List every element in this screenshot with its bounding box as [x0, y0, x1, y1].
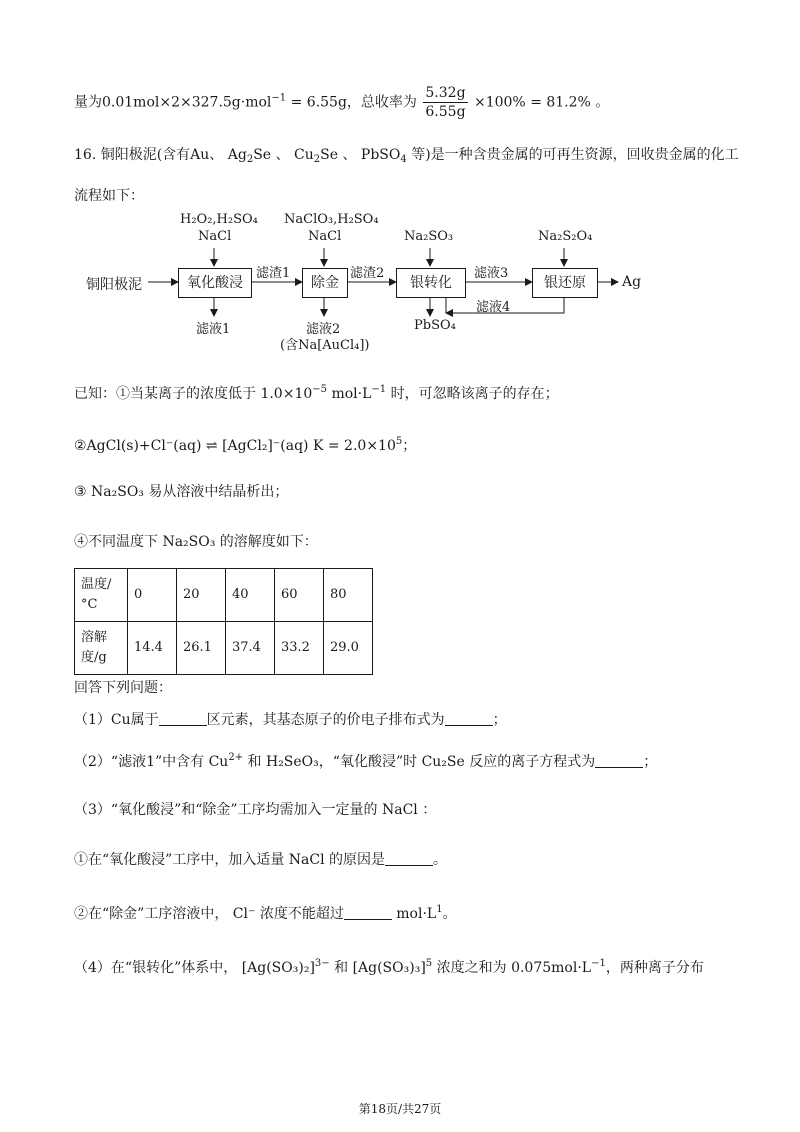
fraction-denominator: 6.55g [425, 104, 466, 120]
arrow-label-residue-1: 滤渣1 [256, 266, 291, 281]
step-silver-reduction: 银还原 [532, 268, 598, 298]
table-row [75, 569, 373, 622]
known-2-equation: ②AgCl(s)+Cl⁻(aq) ⇌ [AgCl₂]⁻(aq) K = 2.0×10 [74, 438, 396, 454]
answer-blank [344, 905, 392, 920]
separator-2: 、 [342, 147, 357, 163]
question-4 [74, 954, 704, 978]
table-cell: 0 [128, 569, 177, 622]
solubility-table [74, 568, 373, 675]
reagent-1-line1: H₂O₂,H₂SO₄ [180, 212, 258, 227]
answer-blank [385, 851, 433, 866]
table-cell: 40 [226, 569, 275, 622]
q4-value: 0.075mol·L [511, 960, 592, 976]
known-1 [74, 380, 559, 404]
q2-cu-charge: 2+ [228, 752, 244, 763]
q3-2-text-b: 浓度不能超过 [259, 906, 344, 922]
step-oxidative-leach: 氧化酸浸 [178, 268, 252, 298]
table-row [75, 622, 373, 675]
reagent-4: Na₂S₂O₄ [538, 229, 593, 244]
pbso4-sub: 4 [400, 154, 407, 165]
table-cell: 溶解度/g [75, 622, 128, 675]
ag2se-tail: Se [253, 147, 272, 163]
known-3-num: ③ [74, 484, 87, 500]
question-2 [74, 748, 657, 772]
separator: 、 [275, 147, 290, 163]
reagent-2-line2: NaCl [308, 229, 342, 244]
q3-nacl: NaCl [382, 802, 418, 818]
cu2se-tail: Se [320, 147, 339, 163]
known-2-exp: 5 [395, 436, 403, 447]
yield-mid: = 6.55g，总收率为 [290, 94, 417, 111]
q4-and: 和 [334, 960, 349, 976]
known-1-value: 1.0×10 [260, 386, 313, 402]
table-cell: 14.4 [128, 622, 177, 675]
known-1-exp: −5 [312, 384, 328, 395]
q3-2-unit-exp: 1 [436, 904, 443, 915]
fraction-numerator: 5.32g [425, 85, 466, 101]
flow-start: 铜阳极泥 [86, 277, 142, 293]
question-3-1 [74, 850, 447, 870]
output-filtrate-1: 滤液1 [196, 322, 231, 337]
arrow-label-filtrate-4: 滤液4 [476, 300, 511, 315]
yield-prefix: 量为0.01mol×2×327.5g·mol [74, 94, 272, 111]
known-4-text: ④不同温度下 [74, 534, 158, 550]
flow-arrows [0, 0, 800, 360]
table-cell: 温度/°C [75, 569, 128, 622]
question-3-2 [74, 900, 457, 924]
q2-h2seo3: H₂SeO₃ [265, 754, 319, 770]
known-3-formula: Na₂SO₃ [91, 484, 144, 500]
q16-rest: 等)是一种含贵金属的可再生资源，回收贵金属的化工 [411, 147, 739, 163]
answer-blank [159, 711, 207, 726]
q16-label: 16. 铜阳极泥(含有Au、 [74, 147, 224, 163]
flow-end: Ag [622, 274, 642, 290]
table-cell: 26.1 [177, 622, 226, 675]
table-cell: 33.2 [275, 622, 324, 675]
q1-end: ； [492, 712, 507, 728]
q3-1-end: 。 [433, 852, 448, 868]
q2-text-b: ，“氧化酸浸”时 [318, 754, 418, 770]
q1-text-b: 区元素，其基态原子的价电子排布式为 [206, 712, 445, 728]
known-3 [74, 482, 288, 502]
yield-exp: −1 [271, 92, 287, 104]
table-cell: 29.0 [324, 622, 373, 675]
q4-ion-2: [Ag(SO₃)₃] [352, 960, 426, 976]
q4-ion-1-charge: 3− [314, 958, 330, 969]
known-1-text: 已知：①当某离子的浓度低于 [74, 386, 256, 402]
answer-blank [445, 711, 493, 726]
q4-text-b: 浓度之和为 [436, 960, 507, 976]
known-1-unit: mol·L [331, 386, 372, 402]
q3-2-unit: mol·L [396, 906, 437, 922]
formula-ag2se: Ag [227, 147, 247, 163]
q3-1-nacl: NaCl [288, 852, 325, 868]
q4-text-a: （4）在“银转化”体系中， [74, 960, 238, 976]
q2-text-c: 反应的离子方程式为 [469, 754, 596, 770]
cu2se-sub: 2 [313, 154, 321, 165]
q2-end: ； [643, 754, 658, 770]
q1-text-a: （1）Cu属于 [74, 712, 159, 728]
q3-1-text-b: 的原因是 [329, 852, 386, 868]
formula-cu2se: Cu [294, 147, 314, 163]
table-cell: 80 [324, 569, 373, 622]
q3-1-text-a: ①在“氧化酸浸”工序中，加入适量 [74, 852, 285, 868]
known-1-tail: 时，可忽略该离子的存在； [390, 386, 559, 402]
known-2-end: ； [402, 438, 417, 454]
q4-ion-1: [Ag(SO₃)₂] [241, 960, 315, 976]
question-16-line2: 流程如下： [74, 188, 144, 204]
step-gold-removal: 除金 [302, 268, 348, 298]
table-cell: 20 [177, 569, 226, 622]
ag2se-sub: 2 [246, 154, 254, 165]
known-3-text: 易从溶液中结晶析出； [148, 484, 289, 500]
step-silver-conversion: 银转化 [396, 268, 466, 298]
output-filtrate-2: 滤液2 [306, 322, 341, 337]
question-1 [74, 710, 507, 730]
q4-ion-2-charge: 5 [425, 958, 433, 969]
yield-end: 。 [595, 94, 610, 111]
reagent-1-line2: NaCl [198, 229, 232, 244]
known-4-formula: Na₂SO₃ [162, 534, 216, 550]
arrow-label-filtrate-3: 滤液3 [474, 266, 509, 281]
q3-2-text-a: ②在“除金”工序溶液中， [74, 906, 229, 922]
known-2 [74, 432, 416, 456]
q2-cu2se: Cu₂Se [421, 754, 465, 770]
answer-blank [595, 753, 643, 768]
q3-end: ： [422, 802, 437, 818]
questions-intro: 回答下列问题： [74, 680, 172, 696]
yield-result: ×100% = 81.2% [473, 94, 591, 111]
q2-and: 和 [247, 754, 262, 770]
arrow-label-residue-2: 滤渣2 [350, 266, 385, 281]
reagent-3: Na₂SO₃ [404, 229, 454, 244]
known-4-tail: 的溶解度如下： [219, 534, 318, 550]
output-pbso4: PbSO₄ [414, 318, 456, 333]
known-4 [74, 532, 318, 552]
known-1-unit-exp: −1 [371, 384, 387, 395]
q2-cu: Cu [208, 754, 229, 770]
q2-text-a: （2）“滤液1”中含有 [74, 754, 205, 770]
formula-pbso4: PbSO [360, 147, 401, 163]
q3-2-chloride: Cl⁻ [232, 906, 256, 922]
q3-2-end: 。 [442, 906, 457, 922]
table-cell: 60 [275, 569, 324, 622]
reagent-2-line1: NaClO₃,H₂SO₄ [284, 212, 379, 227]
q3-text-a: （3）“氧化酸浸”和“除金”工序均需加入一定量的 [74, 802, 378, 818]
q4-value-exp: −1 [591, 958, 606, 969]
question-3 [74, 800, 436, 820]
table-cell: 37.4 [226, 622, 275, 675]
page-footer: 第18页/共27页 [358, 1102, 442, 1116]
q4-text-c: ，两种离子分布 [605, 960, 704, 976]
output-filtrate-2-note: (含Na[AuCl₄]) [280, 338, 370, 353]
